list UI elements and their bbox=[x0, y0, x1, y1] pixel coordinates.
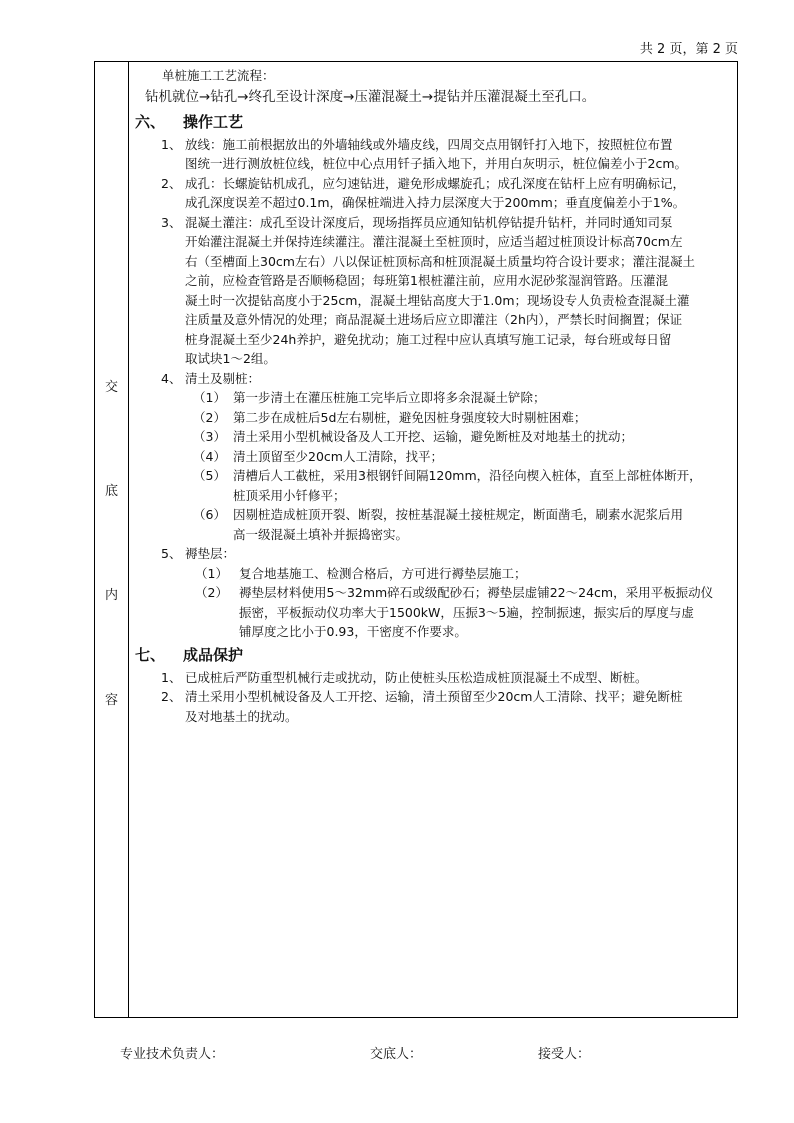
item-number: （2） bbox=[195, 585, 228, 600]
text-line: 桩身混凝土至少24h养护，避免扰动；施工过程中应认真填写施工记录，每台班或每日留 bbox=[185, 331, 672, 347]
sub-list-item bbox=[135, 408, 733, 428]
section6-items bbox=[135, 135, 733, 389]
sub-list-item bbox=[135, 447, 733, 467]
list-item bbox=[135, 174, 733, 213]
text-line: 放线：施工前根据放出的外墙轴线或外墙皮线，四周交点用钢钎打入地下，按照桩位布置 bbox=[185, 136, 673, 152]
item-number: 3、 bbox=[161, 214, 182, 230]
text-line: 褥垫层： bbox=[185, 546, 236, 561]
list-item bbox=[135, 213, 733, 369]
text-line: 注质量及意外情况的处理；商品混凝土进场后应立即灌注（2h内），严禁长时间搁置；保证 bbox=[185, 312, 683, 327]
disclosure-table bbox=[94, 61, 738, 1018]
section-heading bbox=[135, 642, 733, 668]
text-line: 右（至槽面上30cm左右）八以保证桩顶标高和桩顶混凝土质量均符合设计要求；灌注混凝土 bbox=[185, 253, 695, 269]
text-line: 开始灌注混凝土并保持连续灌注。灌注混凝土至桩顶时，应适当超过桩顶设计标高70cm左 bbox=[185, 234, 683, 249]
item-number: 2、 bbox=[161, 175, 182, 191]
item-number: 2、 bbox=[161, 689, 182, 704]
item-text bbox=[185, 687, 733, 726]
sub-list-item bbox=[135, 388, 733, 408]
list-item bbox=[135, 687, 733, 726]
text-line: 及对地基土的扰动。 bbox=[185, 708, 298, 724]
item-number: （1） bbox=[195, 565, 228, 581]
text-line: 凝土时一次提钻高度小于25cm，混凝土埋钻高度大于1.0m；现场设专人负责检查混凝土灌 bbox=[185, 292, 690, 308]
item-text bbox=[239, 564, 733, 584]
item-number: （3） bbox=[193, 429, 226, 444]
discloser-label: 交底人： bbox=[370, 1047, 423, 1062]
text-line: 已成桩后严防重型机械行走或扰动，防止使桩头压松造成桩顶混凝土不成型、断桩。 bbox=[185, 669, 648, 685]
flow-line: 钻机就位→钻孔→终孔至设计深度→压灌混凝土→提钻并压灌混凝土至孔口。 bbox=[145, 88, 596, 105]
left-label-char: 底 bbox=[104, 484, 118, 499]
item-number: （5） bbox=[193, 468, 226, 483]
item-number: （6） bbox=[193, 507, 226, 522]
text-line: 第二步在成桩后5d左右剔桩，避免因桩身强度较大时剔桩困难； bbox=[233, 409, 587, 425]
flow-title: 单桩施工工艺流程： bbox=[162, 68, 275, 83]
list-item bbox=[135, 135, 733, 174]
text-line: 成孔：长螺旋钻机成孔，应匀速钻进，避免形成螺旋孔；成孔深度在钻杆上应有明确标记， bbox=[185, 175, 686, 191]
left-label-char: 内 bbox=[104, 588, 118, 603]
section-number: 七、 bbox=[135, 645, 166, 664]
text-line: 清土采用小型机械设备及人工开挖、运输，清土预留至少20cm人工清除、找平；避免断桩 bbox=[185, 689, 683, 704]
item-text bbox=[233, 427, 733, 447]
text-line: 桩顶采用小钎修平； bbox=[233, 487, 346, 503]
section-number: 六、 bbox=[135, 112, 166, 131]
sub-list-item bbox=[135, 427, 733, 447]
item-number: 4、 bbox=[161, 370, 182, 386]
item-text bbox=[185, 213, 733, 369]
item-text bbox=[185, 135, 733, 174]
sub-list-item bbox=[135, 564, 733, 584]
left-label-char: 交 bbox=[104, 380, 118, 395]
text-line: 清土顶留至少20cm人工清除，找平； bbox=[233, 448, 443, 464]
item-number: 5、 bbox=[161, 546, 182, 561]
item-text bbox=[233, 466, 733, 505]
disclosure-content bbox=[135, 66, 733, 726]
section6-item5 bbox=[135, 544, 733, 564]
item-text bbox=[185, 174, 733, 213]
item-text bbox=[239, 583, 733, 642]
list-item bbox=[135, 668, 733, 688]
item-text bbox=[185, 668, 733, 688]
receiver-label: 接受人： bbox=[538, 1047, 591, 1062]
text-line: 图统一进行测放桩位线，桩位中心点用钎子插入地下，并用白灰明示，桩位偏差小于2cm。 bbox=[185, 156, 688, 171]
left-label-column bbox=[95, 62, 129, 1017]
sub-list-item bbox=[135, 583, 733, 642]
text-line: 铺厚度之比小于0.93，干密度不作要求。 bbox=[239, 624, 467, 639]
page-info: 共 2 页，第 2 页 bbox=[639, 42, 738, 57]
sub-list-item bbox=[135, 505, 733, 544]
text-line: 成孔深度误差不超过0.1m，确保桩端进入持力层深度大于200mm；垂直度偏差小于1%。 bbox=[185, 195, 686, 210]
section6-sub-items-5 bbox=[135, 564, 733, 642]
item-number: （2） bbox=[193, 409, 226, 425]
item-number: （1） bbox=[193, 390, 226, 405]
item-number: （4） bbox=[193, 448, 226, 464]
text-line: 取试块1～2组。 bbox=[185, 351, 276, 366]
section-title: 操作工艺 bbox=[183, 112, 244, 131]
text-line: 混凝土灌注：成孔至设计深度后，现场指挥员应通知钻机停钻提升钻杆，并同时通知司泵 bbox=[185, 214, 673, 230]
text-line: 清土采用小型机械设备及人工开挖、运输，避免断桩及对地基土的扰动； bbox=[233, 429, 634, 444]
item-text bbox=[185, 369, 733, 389]
section7-items bbox=[135, 668, 733, 727]
text-line: 因剔桩造成桩顶开裂、断裂，按桩基混凝土接桩规定，断面凿毛，刷素水泥浆后用 bbox=[233, 507, 684, 522]
list-item bbox=[135, 544, 733, 564]
left-label-char: 容 bbox=[104, 693, 118, 708]
text-line: 之前，应检查管路是否顺畅稳固；每班第1根桩灌注前，应用水泥砂浆湿润管路。压灌混 bbox=[185, 273, 668, 288]
list-item bbox=[135, 369, 733, 389]
tech-lead-label: 专业技术负责人： bbox=[120, 1047, 225, 1062]
text-line: 复合地基施工、检测合格后，方可进行褥垫层施工； bbox=[239, 565, 527, 581]
section-heading bbox=[135, 109, 733, 135]
item-text bbox=[233, 408, 733, 428]
text-line: 第一步清土在灌压桩施工完毕后立即将多余混凝土铲除； bbox=[233, 390, 546, 405]
item-text bbox=[233, 447, 733, 467]
text-line: 振密，平板振动仪功率大于1500kW，压振3～5遍，控制振速，振实后的厚度与虚 bbox=[239, 604, 694, 620]
text-line: 褥垫层材料使用5～32mm碎石或级配砂石；褥垫层虚铺22～24cm，采用平板振动仪 bbox=[239, 585, 714, 600]
text-line: 清土及剔桩： bbox=[185, 370, 261, 386]
item-text bbox=[185, 544, 733, 564]
item-text bbox=[233, 505, 733, 544]
item-number: 1、 bbox=[161, 669, 182, 685]
text-line: 清槽后人工截桩，采用3根钢钎间隔120mm，沿径向楔入桩体，直至上部桩体断开， bbox=[233, 468, 702, 483]
section-title: 成品保护 bbox=[183, 645, 244, 664]
item-text bbox=[233, 388, 733, 408]
sub-list-item bbox=[135, 466, 733, 505]
section6-sub-items bbox=[135, 388, 733, 544]
text-line: 高一级混凝土填补并振捣密实。 bbox=[233, 526, 409, 542]
item-number: 1、 bbox=[161, 136, 182, 152]
